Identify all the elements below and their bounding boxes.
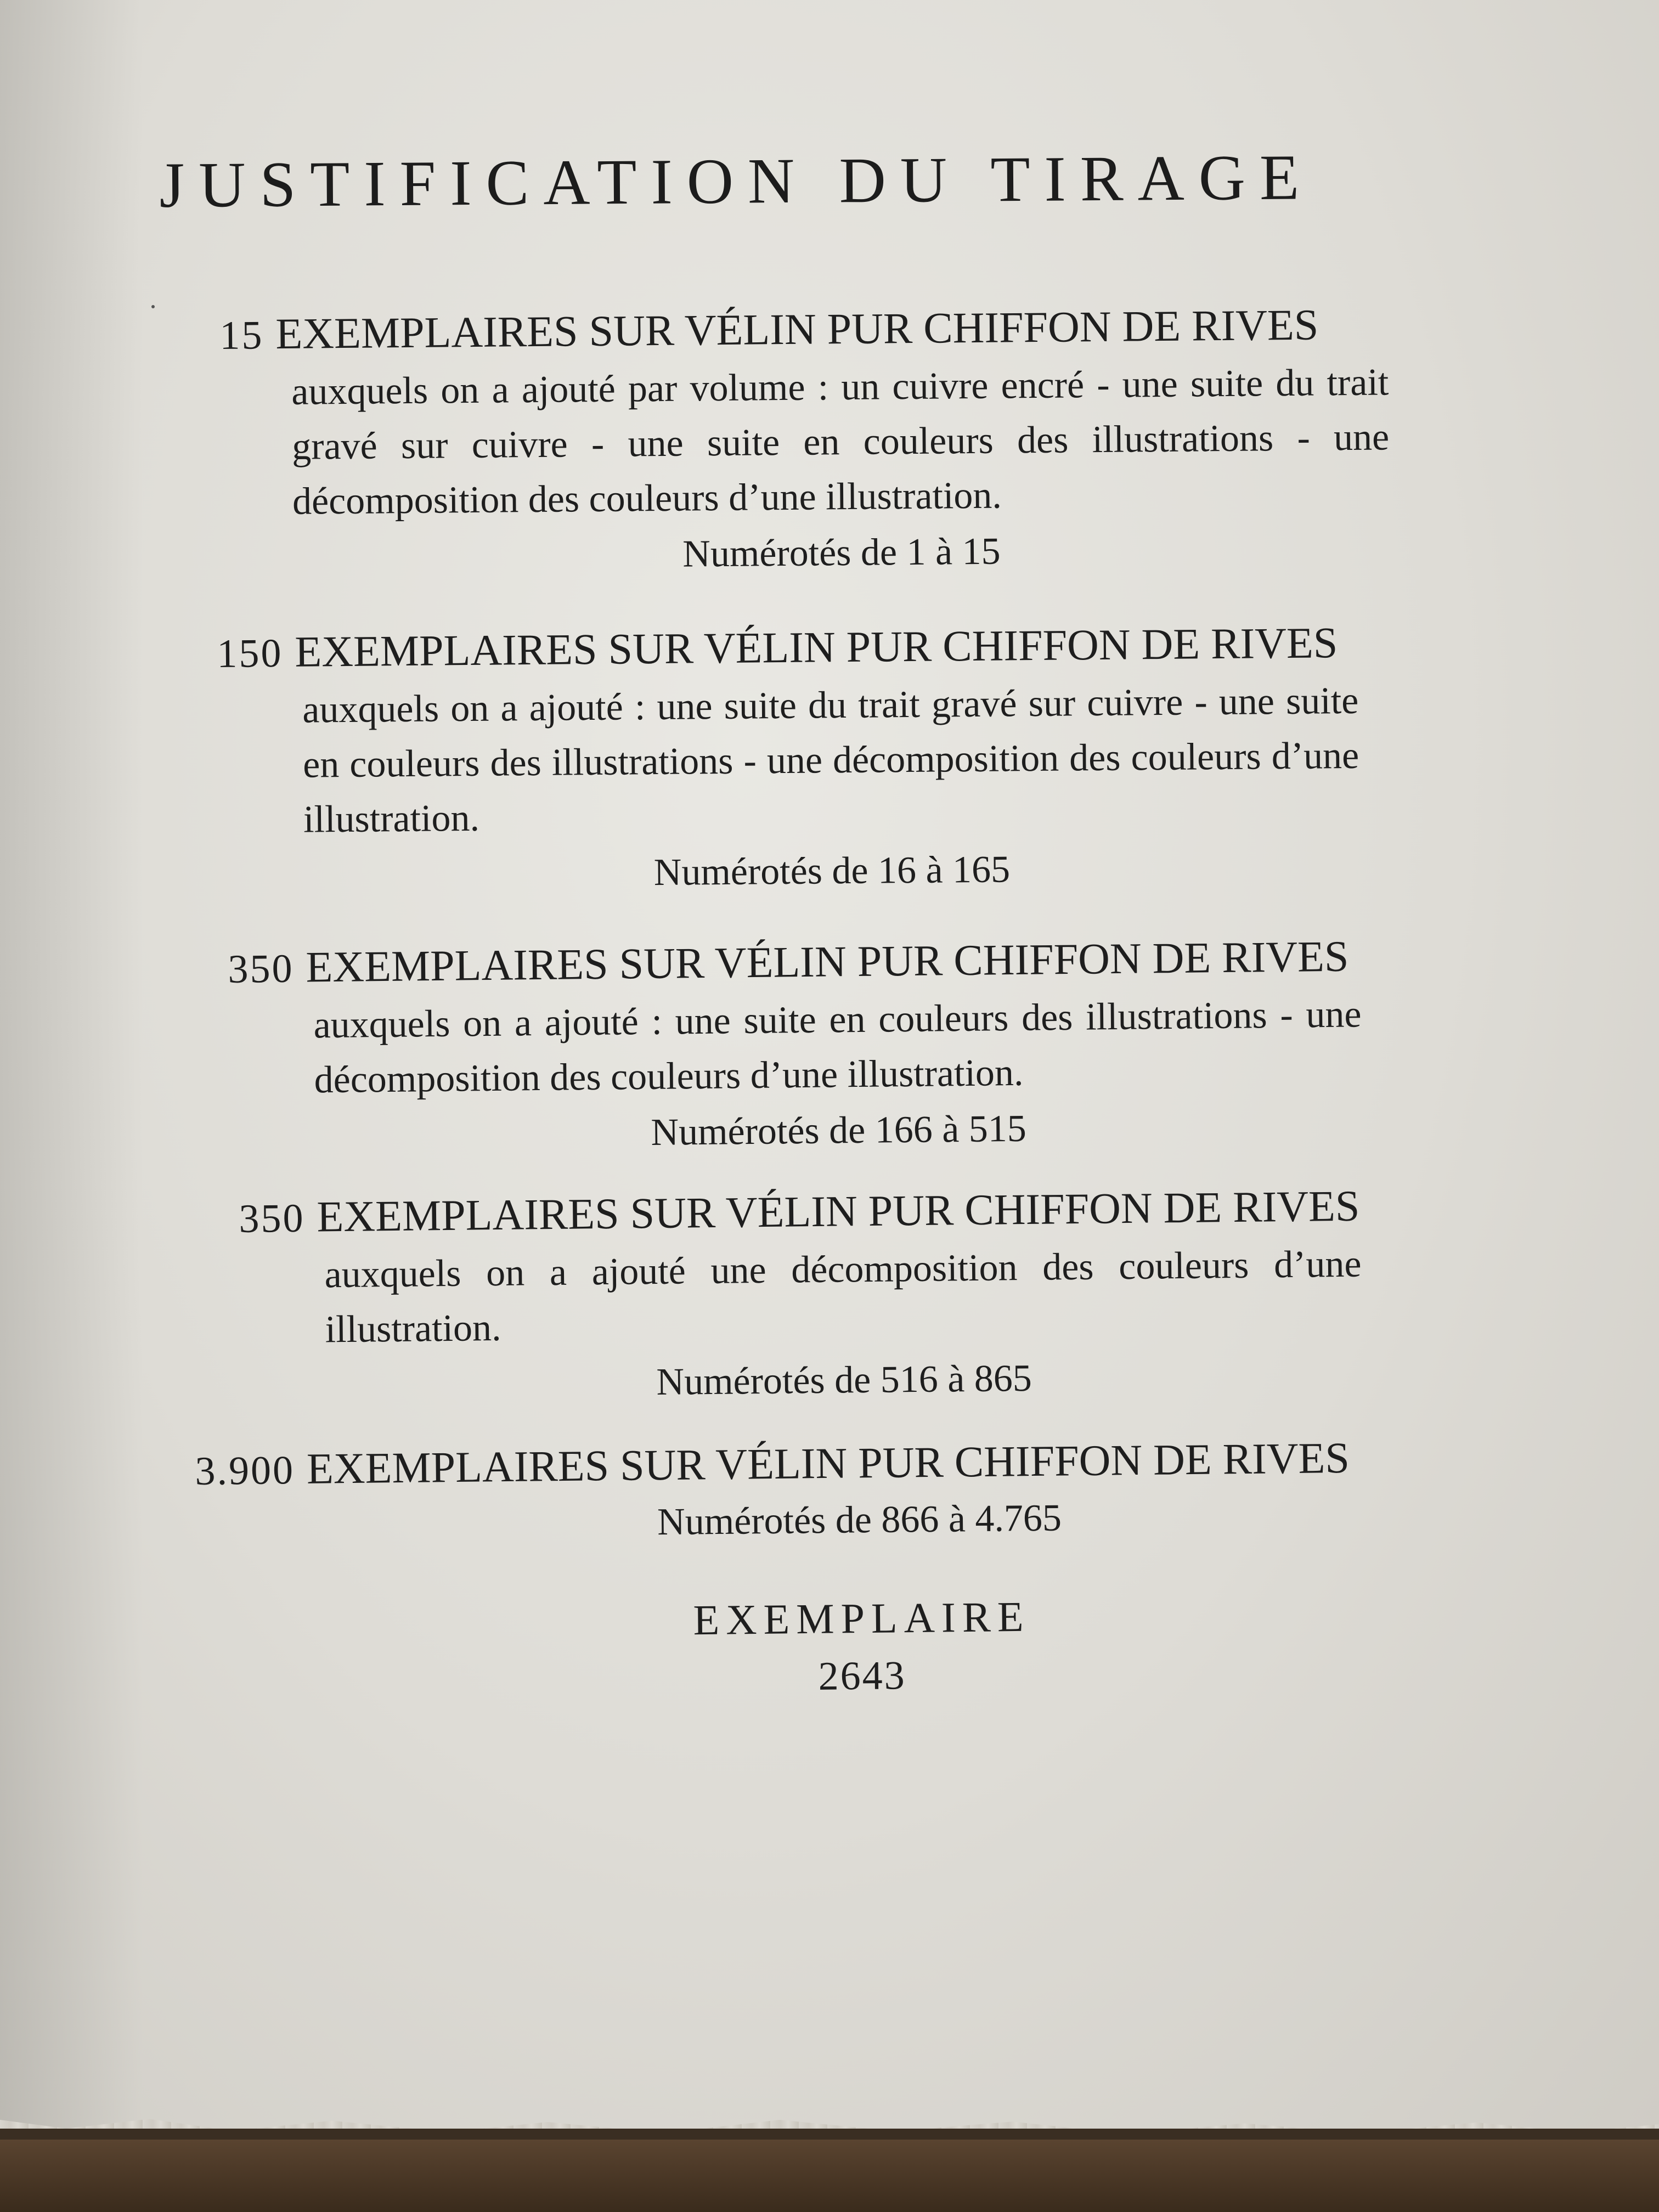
- edition-entry: [217, 616, 1360, 904]
- entry-quantity: 350: [228, 946, 294, 992]
- page-speck: [151, 305, 155, 308]
- entry-heading: EXEMPLAIRES SUR VÉLIN PUR CHIFFON DE RIVES: [295, 619, 1338, 676]
- entry-heading-line: [239, 1179, 1361, 1246]
- entry-numbering: Numérotés de 16 à 165: [653, 848, 1011, 894]
- wooden-surface: [0, 2140, 1659, 2212]
- entry-description: auxquels on a ajouté : une suite du trait gravé sur cuivre - une suite en couleurs des illustrations - une décomposition des couleurs d’une illustration.: [302, 679, 1359, 841]
- entry-numbering: Numérotés de 516 à 865: [656, 1357, 1032, 1404]
- copy-number-block: [647, 1586, 1076, 1706]
- edition-entry: [195, 1430, 1392, 1555]
- entry-heading: EXEMPLAIRES SUR VÉLIN PUR CHIFFON DE RIVES: [306, 1434, 1350, 1493]
- entry-heading-line: [219, 297, 1389, 363]
- edition-entry: [239, 1179, 1363, 1414]
- edition-entry: [219, 297, 1390, 586]
- entry-quantity: 350: [239, 1195, 305, 1242]
- entry-heading-line: [217, 616, 1358, 681]
- entry-quantity: 3.900: [195, 1448, 295, 1494]
- entry-numbering: Numérotés de 1 à 15: [682, 530, 1001, 575]
- page-title: JUSTIFICATION DU TIRAGE: [159, 141, 1314, 221]
- entry-heading: EXEMPLAIRES SUR VÉLIN PUR CHIFFON DE RIVES: [317, 1182, 1360, 1242]
- entry-numbering: Numérotés de 866 à 4.765: [657, 1497, 1062, 1544]
- entry-numbering: Numérotés de 166 à 515: [651, 1107, 1027, 1154]
- entry-heading: EXEMPLAIRES SUR VÉLIN PUR CHIFFON DE RIVES: [275, 301, 1319, 359]
- entry-description: auxquels on a ajouté : une suite en couleurs des illustrations - une décomposition des couleurs d’une illustration.: [313, 993, 1362, 1102]
- edition-entry: [228, 929, 1363, 1165]
- entry-description: auxquels on a ajouté une décomposition des couleurs d’une illustration.: [324, 1243, 1362, 1351]
- entry-description: auxquels on a ajouté par volume : un cuivre encré - une suite du trait gravé sur cuivre - une suite en couleurs des illustrations - une décomposition des couleurs d’une illustration.: [291, 361, 1390, 523]
- entry-quantity: 15: [219, 313, 264, 358]
- page-gutter-shadow: [0, 0, 143, 2129]
- entry-heading-line: [195, 1430, 1391, 1499]
- deckle-edge: [0, 2107, 1659, 2129]
- copy-number: 2643: [818, 1653, 907, 1699]
- copy-label: EXEMPLAIRE: [693, 1592, 1030, 1644]
- entry-quantity: 150: [217, 630, 283, 676]
- entry-heading: EXEMPLAIRES SUR VÉLIN PUR CHIFFON DE RIVES: [306, 932, 1349, 992]
- entry-heading-line: [228, 929, 1361, 997]
